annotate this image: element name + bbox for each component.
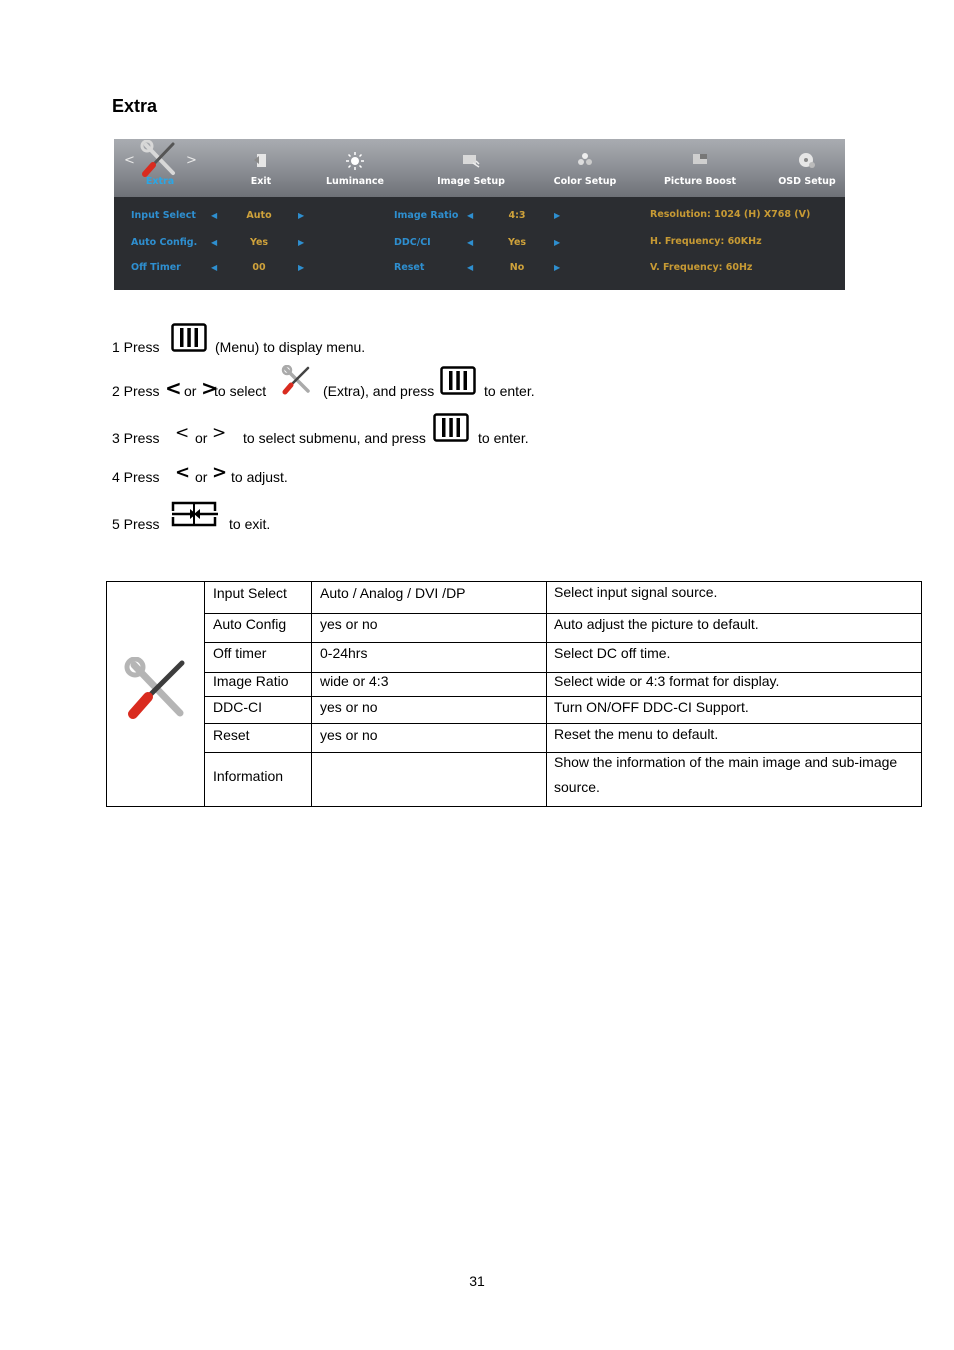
step-3-enter: to enter. [478, 430, 529, 446]
menu-button-icon [171, 323, 207, 357]
osd-arrow-left-icon: ◀ [211, 238, 218, 247]
table-cell-option: yes or no [320, 699, 378, 715]
table-cell-item: Reset [213, 727, 250, 743]
table-cell-option: Auto / Analog / DVI /DP [320, 585, 466, 601]
step-2-to-select: to select [214, 383, 267, 399]
extra-tools-icon [281, 365, 313, 400]
osd-info-v-frequency: V. Frequency: 60Hz [650, 262, 753, 273]
step-3-number: 3 Press [112, 430, 160, 446]
table-cell-desc: Show the information of the main image and sub-image source. [554, 754, 898, 795]
left-arrow-key: < [165, 376, 182, 400]
osd-value: Yes [249, 237, 269, 248]
table-cell-item: Auto Config [213, 616, 287, 632]
step-2-number: 2 Press [112, 383, 160, 399]
osd-tab-label: Luminance [326, 176, 384, 187]
table-cell-item: DDC-CI [213, 699, 262, 715]
osd-arrow-right-icon: ▶ [298, 238, 305, 247]
osd-arrow-left-icon: ◀ [467, 263, 474, 272]
step-3-text: to select submenu, and press [243, 430, 426, 446]
osd-tab-extra[interactable] [130, 139, 190, 197]
step-5-text: to exit. [229, 516, 271, 532]
osd-tab-label: Exit [250, 176, 272, 187]
table-cell-desc: Auto adjust the picture to default. [554, 616, 759, 632]
exit-icon [252, 151, 270, 174]
table-cell-desc: Select input signal source. [554, 584, 718, 600]
table-cell-desc: Reset the menu to default. [554, 726, 719, 742]
table-row-divider [204, 613, 921, 614]
step-1-number: 1 Press [112, 339, 160, 355]
osd-value: Auto [246, 210, 272, 221]
osd-value: No [509, 262, 525, 273]
chevron-right-icon: > [186, 153, 197, 168]
table-cell-option: 0-24hrs [320, 645, 368, 661]
right-arrow-key: > [201, 376, 218, 400]
color-setup-icon [576, 151, 594, 172]
step-2-extra-text: (Extra), and press [323, 383, 435, 399]
table-row-divider [204, 723, 921, 724]
table-divider [204, 582, 205, 806]
table-cell-desc: Select wide or 4:3 format for display. [554, 673, 780, 689]
osd-info-h-frequency: H. Frequency: 60KHz [650, 236, 762, 247]
osd-arrow-right-icon: ▶ [298, 263, 305, 272]
osd-arrow-left-icon: ◀ [211, 211, 218, 220]
osd-value: 4:3 [508, 210, 526, 221]
osd-info-resolution: Resolution: 1024 (H) X768 (V) [650, 209, 811, 220]
table-cell-option: yes or no [320, 727, 378, 743]
step-2-or: or [184, 383, 197, 399]
osd-tab-exit[interactable] [231, 139, 291, 197]
osd-value: Yes [507, 237, 527, 248]
step-4-number: 4 Press [112, 469, 160, 485]
osd-item-ddc-ci[interactable]: DDC/CI [394, 237, 431, 248]
osd-tab-picture-boost[interactable] [662, 139, 738, 197]
osd-arrow-left-icon: ◀ [467, 238, 474, 247]
osd-tab-label: Color Setup [553, 176, 617, 187]
osd-arrow-left-icon: ◀ [467, 211, 474, 220]
image-setup-icon [461, 151, 481, 174]
picture-boost-icon [691, 151, 709, 172]
osd-item-reset[interactable]: Reset [394, 262, 425, 273]
extra-tools-icon [124, 657, 190, 728]
osd-menu-panel [114, 139, 845, 290]
osd-setup-icon [797, 151, 817, 174]
step-1-text: (Menu) to display menu. [215, 339, 366, 355]
left-arrow-key: < [175, 462, 191, 483]
right-arrow-key: > [212, 423, 227, 443]
section-title: Extra [112, 96, 158, 116]
chevron-left-icon: < [124, 153, 135, 168]
osd-tab-label: OSD Setup [778, 176, 836, 187]
step-4-text: to adjust. [231, 469, 288, 485]
table-cell-desc: Select DC off time. [554, 645, 671, 661]
extra-settings-table [106, 581, 922, 807]
osd-item-off-timer[interactable]: Off Timer [131, 262, 181, 273]
page-number: 31 [469, 1273, 485, 1289]
osd-value: 00 [252, 262, 266, 273]
table-divider [546, 582, 547, 806]
right-arrow-key: > [212, 462, 228, 483]
osd-arrow-right-icon: ▶ [554, 211, 561, 220]
table-cell-item: Image Ratio [213, 673, 289, 689]
table-row-divider [204, 642, 921, 643]
luminance-icon [345, 151, 365, 176]
menu-button-icon [433, 413, 469, 447]
step-3-or: or [195, 430, 208, 446]
osd-tab-label: Picture Boost [663, 176, 737, 187]
table-cell-desc: Turn ON/OFF DDC-CI Support. [554, 699, 749, 715]
table-cell-item: Input Select [213, 585, 287, 601]
step-2-enter: to enter. [484, 383, 535, 399]
osd-tab-luminance[interactable] [319, 139, 391, 197]
osd-item-image-ratio[interactable]: Image Ratio [394, 210, 459, 221]
left-arrow-key: < [175, 423, 190, 443]
menu-button-icon [440, 366, 476, 400]
osd-item-auto-config[interactable]: Auto Config. [131, 237, 198, 248]
exit-button-icon [170, 497, 220, 534]
osd-tab-osd-setup[interactable] [774, 139, 840, 197]
table-row-divider [204, 696, 921, 697]
table-cell-option: yes or no [320, 616, 378, 632]
table-cell-option: wide or 4:3 [320, 673, 389, 689]
osd-tab-image-setup[interactable] [432, 139, 510, 197]
osd-arrow-right-icon: ▶ [298, 211, 305, 220]
osd-arrow-left-icon: ◀ [211, 263, 218, 272]
table-cell-item: Off timer [213, 645, 267, 661]
osd-item-input-select[interactable]: Input Select [131, 210, 196, 221]
step-5-number: 5 Press [112, 516, 160, 532]
osd-tab-bar [114, 139, 845, 197]
osd-tab-color-setup[interactable] [546, 139, 624, 197]
table-cell-item: Information [213, 768, 284, 784]
osd-arrow-right-icon: ▶ [554, 263, 561, 272]
osd-tab-label: Extra [145, 176, 175, 187]
osd-tab-label: Image Setup [437, 176, 505, 187]
step-4-or: or [195, 469, 208, 485]
osd-arrow-right-icon: ▶ [554, 238, 561, 247]
table-divider [311, 582, 312, 806]
